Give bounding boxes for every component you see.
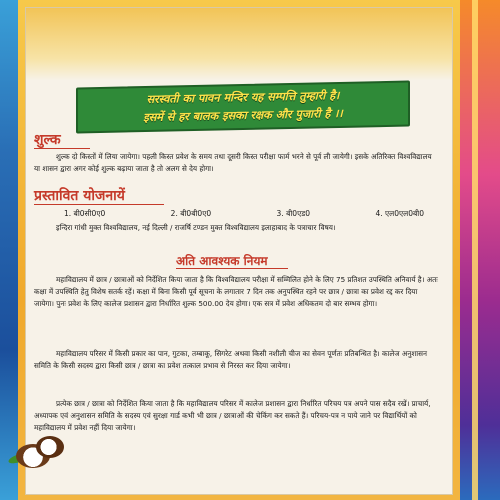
rules-heading: अति आवश्यक नियम xyxy=(176,254,268,268)
content-sheet xyxy=(26,8,452,494)
coconut-half xyxy=(36,436,64,458)
left-border-decoration xyxy=(0,0,18,500)
fee-heading-underline xyxy=(34,148,90,149)
fee-text: शुल्क दो किस्तों में लिया जायेगा। पहली किस्त प्रवेश के समय तथा दूसरी किस्त परीक्षा फार्म भरने से पूर्व ली जायेगी। इसके अतिरिक्त विश्वविद्यालय या शासन द्वारा अगर कोई शुल्क बढ़ाया जाता है तो अलग से देय होगा। xyxy=(34,152,432,174)
top-shade xyxy=(26,8,452,80)
coconut-decoration xyxy=(8,430,68,470)
right-border-stripe xyxy=(472,0,478,500)
motto-line-1: सरस्वती का पावन मन्दिर यह सम्पत्ति तुम्हारी है। xyxy=(146,88,340,107)
course-item: 2. बी0बी0ए0 xyxy=(170,209,212,218)
rules-paragraph-3: प्रत्येक छात्र / छात्रा को निर्देशित किया जाता है कि महाविद्यालय परिसर में कालेज प्रशासन द्वारा निर्धारित परिचय पत्र अपने पास सदैव रखें। प्राचार्य, अध्यापक एवं अनुशासन समिति के सदस्य एवं सुरक्षा गार्ड कभी भी छात्र / छात्राओं की चेकिंग कर सकते हैं। परिचय-पत्र न पाये जाने पर विद्यार्थियों को महाविद्यालय में प्रवेश नहीं दिया जायेगा। xyxy=(34,399,431,433)
course-item: 1. बी0सी0ए0 xyxy=(64,209,106,218)
course-item: 3. बी0एड0 xyxy=(276,209,311,218)
plans-heading: प्रस्तावित योजनायें xyxy=(34,188,125,204)
fee-heading: शुल्क xyxy=(34,132,61,148)
motto-banner xyxy=(76,81,410,134)
rules-paragraph-1: महाविद्यालय में छात्र / छात्राओं को निर्देशित किया जाता है कि विश्वविद्यालय परीक्षा में सम्मिलित होने के लिए 75 प्रतिशत उपस्थिति अनिवार्य है। अतः कक्षा में उपस्थिति हेतु विशेष सतर्क रहें। कक्षा में बिना किसी पूर्व सूचना के लगातार 7 दिन तक अनुपस्थित रहने पर छात्र / छात्रा का प्रवेश रद्द कर दिया जायेगा। पुनः प्रवेश के लिए कालेज प्रशासन द्वारा निर्धारित शुल्क 500.00 देय होगा। एक सत्र में प्रवेश अधिकतम दो बार सम्भव होगा। xyxy=(34,275,438,309)
rules-heading-underline xyxy=(176,268,288,269)
plans-text: इन्दिरा गांधी मुक्त विश्वविद्यालय, नई दिल्ली / राजर्षि टण्डन मुक्त विश्वविद्यालय इलाहाबाद के पत्राचार विषय। xyxy=(56,223,336,232)
course-list xyxy=(64,209,424,219)
right-border-decoration xyxy=(460,0,500,500)
plans-heading-underline xyxy=(34,204,164,205)
course-item: 4. एल0एल0बी0 xyxy=(375,209,424,218)
motto-line-2: इसमें से हर बालक इसका रक्षक और पुजारी है ।। xyxy=(143,106,343,125)
rules-paragraph-2: महाविद्यालय परिसर में किसी प्रकार का पान, गुटका, तम्बाकू, सिगरेट अथवा किसी नशीली चीज का सेवन पूर्णतः प्रतिबन्धित है। कालेज अनुशासन समिति के किसी सदस्य द्वारा किसी छात्र / छात्रा का प्रवेश तत्काल प्रभाव से निरस्त कर दिया जायेगा। xyxy=(34,349,427,371)
